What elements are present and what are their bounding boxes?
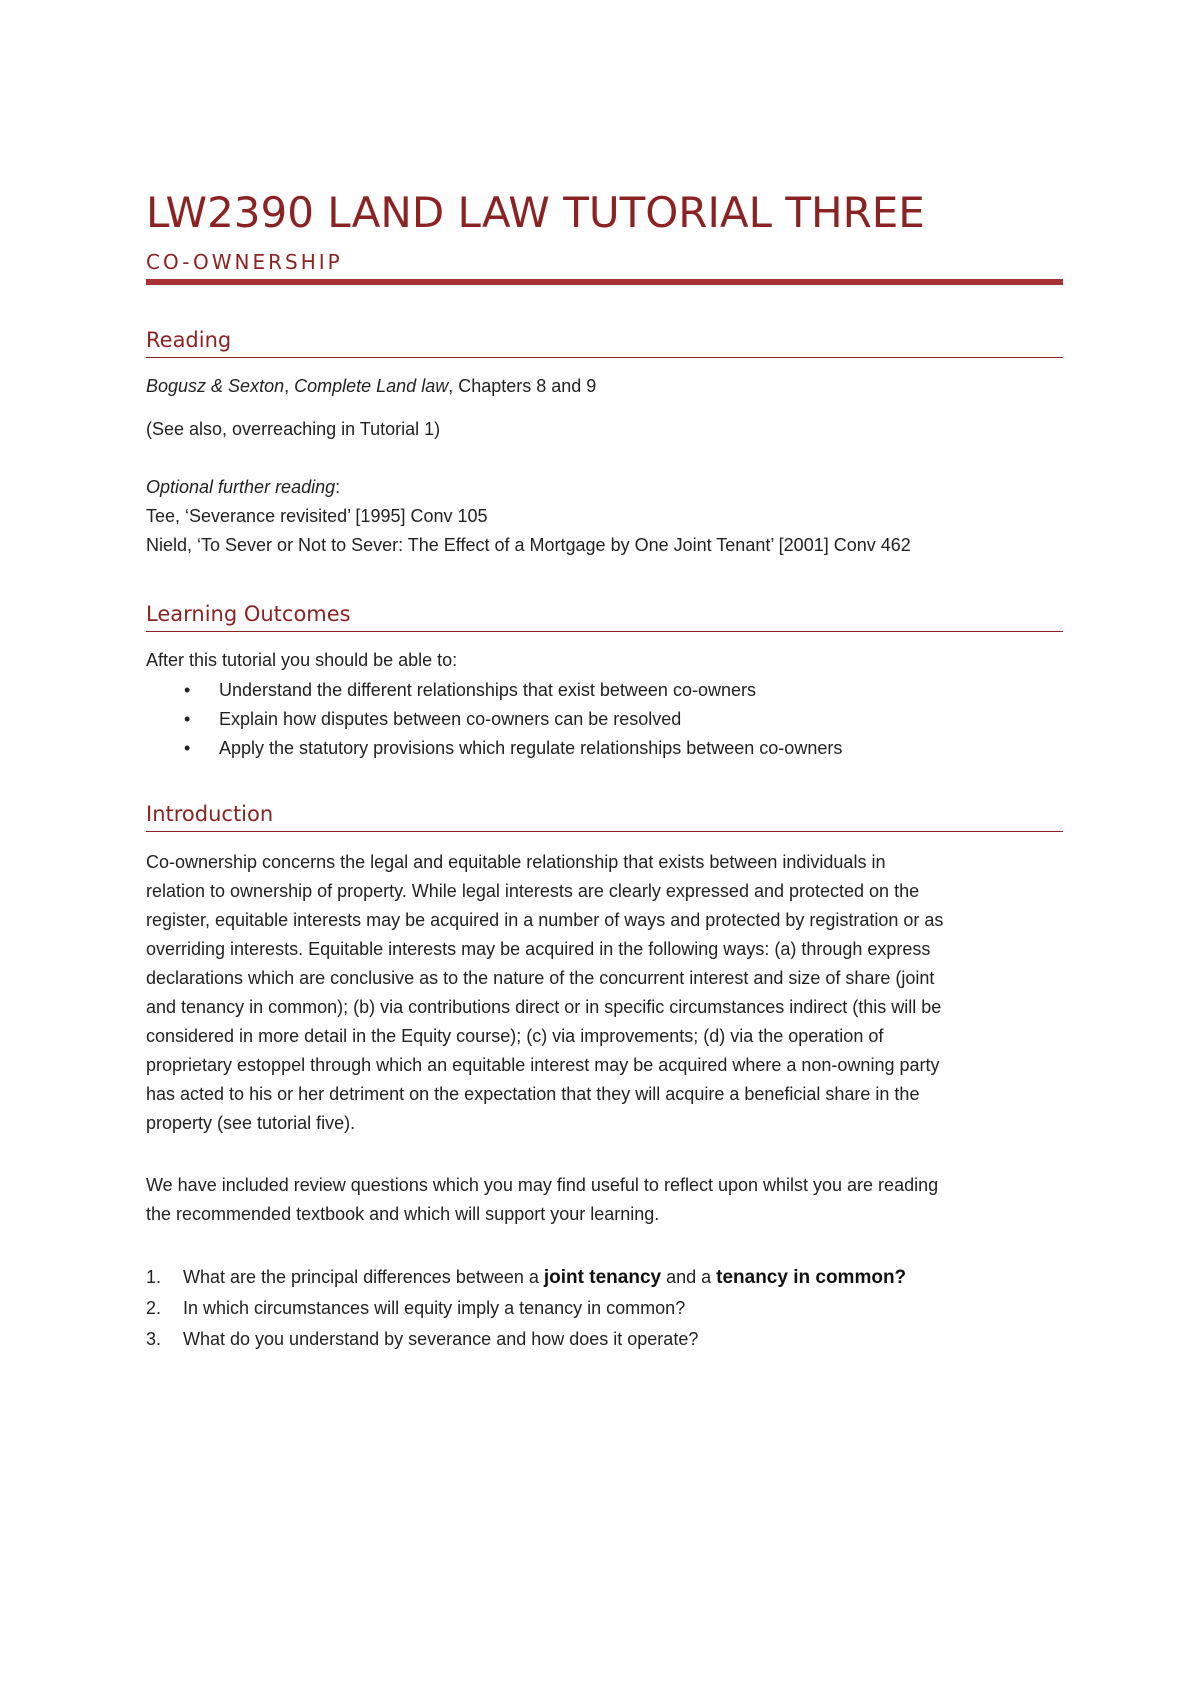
- question-number: 3.: [146, 1329, 162, 1349]
- optional-reading-colon: :: [335, 477, 341, 497]
- outcome-text: Apply the statutory provisions which regulate relationships between co-owners: [219, 738, 843, 758]
- section-heading-reading: Reading: [146, 326, 1063, 358]
- review-questions-list: [146, 1262, 906, 1355]
- document-subtitle: CO-OWNERSHIP: [146, 250, 343, 274]
- outcome-text: Understand the different relationships that exist between co-owners: [219, 680, 756, 700]
- reading-book-title: Complete Land law: [294, 376, 449, 396]
- title-divider: [146, 279, 1063, 285]
- paragraph-line: property (see tutorial five).: [146, 1113, 356, 1133]
- paragraph-line: register, equitable interests may be acquired in a number of ways and protected by registration or as: [146, 910, 944, 930]
- paragraph-line: proprietary estoppel through which an equitable interest may be acquired where a non-owning party: [146, 1055, 940, 1075]
- paragraph-line: and tenancy in common); (b) via contributions direct or in specific circumstances indirect (this will be: [146, 997, 942, 1017]
- paragraph-line: the recommended textbook and which will support your learning.: [146, 1204, 660, 1224]
- paragraph-line: We have included review questions which you may find useful to reflect upon whilst you are reading: [146, 1175, 939, 1195]
- bullet-icon: •: [184, 680, 191, 700]
- paragraph-line: considered in more detail in the Equity course); (c) via improvements; (d) via the operation of: [146, 1026, 884, 1046]
- outcome-text: Explain how disputes between co-owners can be resolved: [219, 709, 682, 729]
- bullet-icon: •: [184, 709, 191, 729]
- list-item: [146, 734, 842, 763]
- optional-reading-label: [146, 477, 340, 498]
- list-item: [146, 705, 842, 734]
- list-item: [146, 1324, 906, 1355]
- document-title: LW2390 LAND LAW TUTORIAL THREE: [146, 188, 925, 237]
- review-paragraph: [146, 1171, 1063, 1229]
- paragraph-line: relation to ownership of property. While legal interests are clearly expressed and protected on the: [146, 881, 920, 901]
- question-text: In which circumstances will equity imply a tenancy in common?: [183, 1298, 686, 1318]
- reading-see-also: (See also, overreaching in Tutorial 1): [146, 419, 441, 439]
- optional-reading-label-text: Optional further reading: [146, 477, 336, 497]
- term-tenancy-in-common: tenancy in common?: [716, 1267, 907, 1288]
- section-heading-learning-outcomes: Learning Outcomes: [146, 600, 1063, 632]
- bullet-icon: •: [184, 738, 191, 758]
- paragraph-line: Co-ownership concerns the legal and equitable relationship that exists between individuals in: [146, 852, 886, 872]
- term-joint-tenancy: joint tenancy: [543, 1267, 662, 1288]
- reading-chapters: , Chapters 8 and 9: [448, 376, 597, 396]
- paragraph-line: declarations which are conclusive as to the nature of the concurrent interest and size of share (joint: [146, 968, 935, 988]
- paragraph-line: has acted to his or her detriment on the expectation that they will acquire a beneficial share in the: [146, 1084, 920, 1104]
- question-text: What do you understand by severance and how does it operate?: [183, 1329, 699, 1349]
- question-number: 2.: [146, 1298, 162, 1318]
- outcomes-intro: After this tutorial you should be able to:: [146, 650, 458, 670]
- introduction-paragraph: [146, 848, 1063, 1138]
- list-item: [146, 676, 842, 705]
- reading-textbook: [146, 376, 596, 397]
- reading-sep: ,: [284, 376, 295, 396]
- learning-outcomes-list: [146, 676, 842, 763]
- question-text-middle: and a: [661, 1267, 717, 1287]
- list-item: [146, 1293, 906, 1324]
- optional-reading-item: Nield, ‘To Sever or Not to Sever: The Effect of a Mortgage by One Joint Tenant’ [2001] Conv 462: [146, 535, 911, 555]
- paragraph-line: overriding interests. Equitable interests may be acquired in the following ways: (a) through express: [146, 939, 931, 959]
- question-number: 1.: [146, 1267, 162, 1287]
- list-item: [146, 1262, 906, 1293]
- question-text-start: What are the principal differences between a: [183, 1267, 544, 1287]
- section-heading-introduction: Introduction: [146, 800, 1063, 832]
- reading-authors: Bogusz & Sexton: [146, 376, 285, 396]
- optional-reading-item: Tee, ‘Severance revisited’ [1995] Conv 105: [146, 506, 488, 526]
